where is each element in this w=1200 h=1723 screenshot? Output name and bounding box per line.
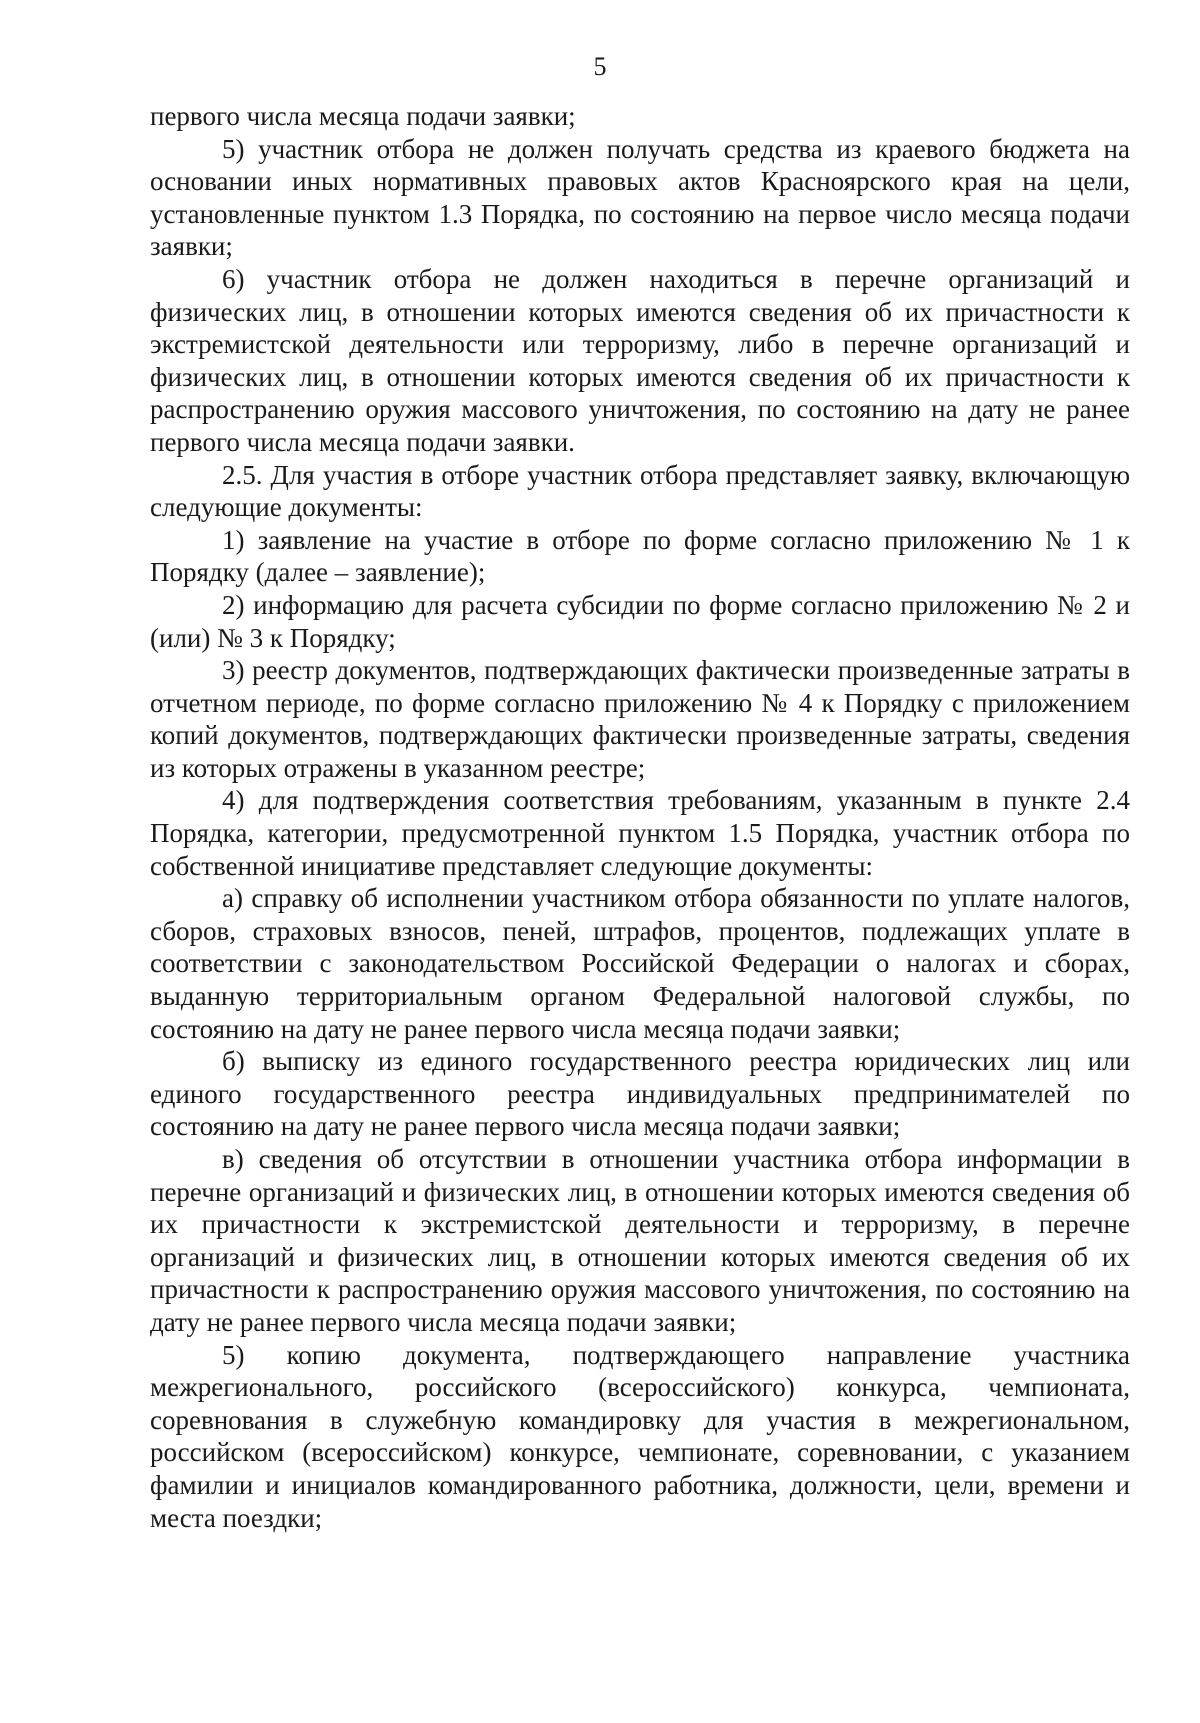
paragraph-item-1-application: 1) заявление на участие в отборе по форме согласно приложению № 1 к Порядку (далее – заявление);	[150, 524, 1130, 588]
paragraph-item-5-business-trip: 5) копию документа, подтверждающего направление участника межрегионального, российского (всероссийского) конкурса, чемпионата, соревнования в служебную командировку для участия в межрегиональном, российском (всероссийском) конкурсе, чемпионате, соревновании, с указанием фамилии и инициалов командированного работника, должности, цели, времени и места поездки;	[150, 1339, 1130, 1533]
paragraph-item-4-confirmation: 4) для подтверждения соответствия требованиям, указанным в пункте 2.4 Порядка, категории, предусмотренной пунктом 1.5 Порядка, участник отбора по собственной инициативе представляет следующие документы:	[150, 785, 1130, 881]
paragraph-subitem-a-tax-certificate: а) справку об исполнении участником отбора обязанности по уплате налогов, сборов, страховых взносов, пеней, штрафов, процентов, подлежащих уплате в соответствии с законодательством Российской Федерации о налогах и сборах, выданную территориальным органом Федеральной налоговой службы, по состоянию на дату не ранее первого числа месяца подачи заявки;	[150, 883, 1130, 1044]
page-number: 5	[593, 52, 607, 81]
paragraph-item-3-document-register: 3) реестр документов, подтверждающих фактически произведенные затраты в отчетном периоде, по форме согласно приложению № 4 к Порядку с приложением копий документов, подтверждающих фактически произведенные затраты, сведения из которых отражены в указанном реестре;	[150, 655, 1130, 783]
paragraph-item-6-extremism-list: 6) участник отбора не должен находиться в перечне организаций и физических лиц, в отношении которых имеются сведения об их причастности к экстремистской деятельности или терроризму, либо в перечне организаций и физических лиц, в отношении которых имеются сведения об их причастности к распространению оружия массового уничтожения, по состоянию на дату не ранее первого числа месяца подачи заявки.	[150, 263, 1130, 457]
paragraph-item-2-subsidy-info: 2) информацию для расчета субсидии по форме согласно приложению № 2 и (или) № 3 к Порядку;	[150, 589, 1130, 653]
paragraph-subitem-b-registry-extract: б) выписку из единого государственного реестра юридических лиц или единого государственного реестра индивидуальных предпринимателей по состоянию на дату не ранее первого числа месяца подачи заявки;	[150, 1046, 1130, 1142]
document-body	[150, 100, 1130, 1534]
paragraph-clause-2-5: 2.5. Для участия в отборе участник отбора представляет заявку, включающую следующие документы:	[150, 459, 1130, 523]
paragraph-subitem-v-absence-info: в) сведения об отсутствии в отношении участника отбора информации в перечне организаций и физических лиц, в отношении которых имеются сведения об их причастности к экстремистской деятельности и терроризму, в перечне организаций и физических лиц, в отношении которых имеются сведения об их причастности к распространению оружия массового уничтожения, по состоянию на дату не ранее первого числа месяца подачи заявки;	[150, 1144, 1130, 1337]
paragraph-item-5-budget-funds: 5) участник отбора не должен получать средства из краевого бюджета на основании иных нормативных правовых актов Красноярского края на цели, установленные пунктом 1.3 Порядка, по состоянию на первое число месяца подачи заявки;	[150, 133, 1130, 262]
paragraph-continuation: первого числа месяца подачи заявки;	[150, 101, 576, 131]
